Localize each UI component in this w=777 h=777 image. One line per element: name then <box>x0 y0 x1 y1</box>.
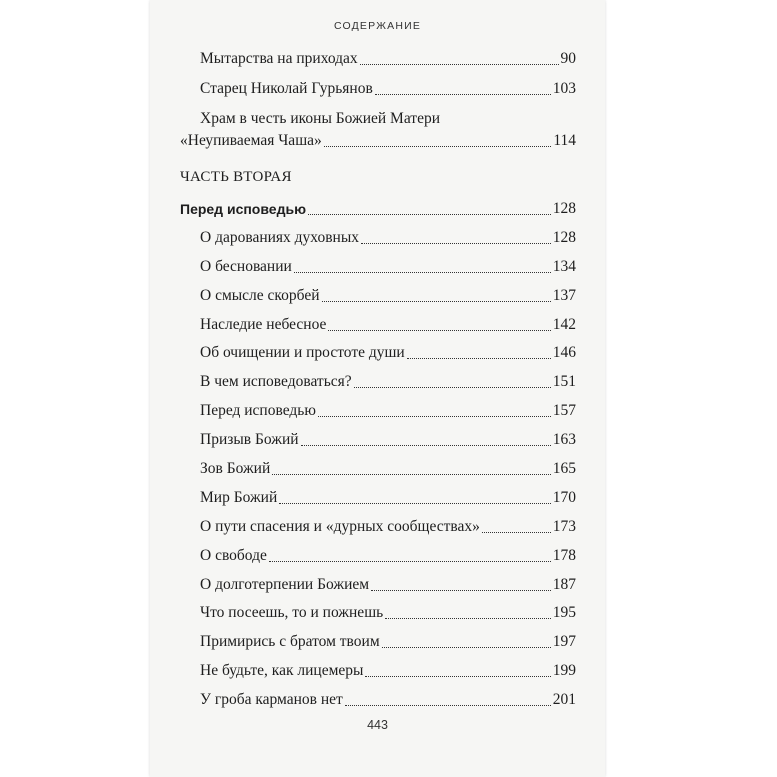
toc-entry-page: 128 <box>552 228 576 246</box>
toc-entry[interactable] <box>200 285 576 307</box>
table-of-contents <box>180 45 576 711</box>
leader-dots <box>371 590 551 591</box>
toc-entry-page: 157 <box>552 402 576 420</box>
toc-entry-title-line2: «Неупиваемая Чаша» <box>180 132 322 149</box>
toc-entry-title: О дарованиях духовных <box>200 228 359 246</box>
toc-entry[interactable] <box>200 545 576 567</box>
leader-dots <box>279 503 550 504</box>
leader-dots <box>365 676 550 677</box>
toc-entry-title: О бесновании <box>200 257 292 275</box>
leader-dots <box>385 618 551 619</box>
toc-entry-title: Зов Божий <box>200 460 271 478</box>
toc-entry[interactable] <box>200 342 576 364</box>
toc-entry-title: Что посеешь, то и пожнешь <box>200 604 384 622</box>
toc-entry-page: 197 <box>552 633 576 651</box>
toc-entry-title: Примирись с братом твоим <box>200 633 380 651</box>
toc-entry-page: 134 <box>552 257 576 275</box>
toc-subentries <box>180 220 576 711</box>
leader-dots <box>354 387 551 388</box>
leader-dots <box>382 647 551 648</box>
toc-entry[interactable] <box>200 660 576 682</box>
leader-dots <box>482 532 551 533</box>
toc-entry-page: 151 <box>552 373 576 391</box>
toc-entry-title: В чем исповедоваться? <box>200 373 352 391</box>
toc-section-title: Перед исповедью <box>180 201 307 217</box>
leader-dots <box>308 214 551 215</box>
toc-entry-title: Призыв Божий <box>200 431 299 449</box>
toc-entry-page: 201 <box>552 691 576 709</box>
toc-entry-page: 103 <box>552 80 576 97</box>
toc-entry[interactable] <box>200 429 576 451</box>
toc-entry[interactable] <box>200 314 576 336</box>
toc-entry-page: 128 <box>552 200 576 217</box>
toc-entry-title: Мытарства на приходах <box>200 50 358 67</box>
toc-entry-title: О свободе <box>200 546 267 564</box>
toc-entry-page: 195 <box>552 604 576 622</box>
toc-entry[interactable] <box>200 602 576 624</box>
toc-entry-page: 165 <box>552 460 576 478</box>
toc-entry-page: 173 <box>552 517 576 535</box>
toc-section-heading[interactable] <box>180 198 576 220</box>
leader-dots <box>294 272 551 273</box>
leader-dots <box>272 474 550 475</box>
toc-entry-page: 178 <box>552 546 576 564</box>
toc-entry-page: 199 <box>552 662 576 680</box>
toc-entry[interactable] <box>200 574 576 596</box>
toc-entry-title: Старец Николай Гурьянов <box>200 80 373 97</box>
toc-entry-page: 137 <box>552 286 576 304</box>
toc-entry-page: 163 <box>552 431 576 449</box>
toc-entry-title-line1: Храм в честь иконы Божией Матери <box>200 110 441 127</box>
toc-entry-page: 187 <box>552 575 576 593</box>
toc-entry-title: Перед исповедью <box>200 402 316 420</box>
toc-entry-title: Наследие небесное <box>200 315 327 333</box>
toc-entry-page: 90 <box>560 50 576 67</box>
toc-entry-title: Не будьте, как лицемеры <box>200 662 364 680</box>
toc-entry-title: О долготерпении Божием <box>200 575 370 593</box>
toc-entry[interactable] <box>200 78 576 100</box>
leader-dots <box>324 146 552 147</box>
leader-dots <box>269 561 551 562</box>
leader-dots <box>328 330 550 331</box>
running-head: СОДЕРЖАНИЕ <box>333 20 422 32</box>
toc-entry[interactable] <box>200 371 576 393</box>
toc-entry[interactable] <box>200 631 576 653</box>
toc-entry[interactable] <box>200 400 576 422</box>
leader-dots <box>318 416 551 417</box>
toc-entry-title: Об очищении и простоте души <box>200 344 405 362</box>
toc-entry-multiline[interactable] <box>180 108 576 152</box>
leader-dots <box>361 243 551 244</box>
toc-entry-title: О пути спасения и «дурных сообществах» <box>200 517 480 535</box>
leader-dots <box>375 94 551 95</box>
toc-entry-page: 170 <box>552 488 576 506</box>
toc-entry[interactable] <box>200 458 576 480</box>
toc-entry[interactable] <box>200 689 576 711</box>
toc-entry-page: 114 <box>553 132 576 149</box>
toc-entry[interactable] <box>200 516 576 538</box>
leader-dots <box>301 445 551 446</box>
leader-dots <box>407 358 551 359</box>
toc-entry[interactable] <box>200 256 576 278</box>
toc-entry-line2 <box>180 130 576 152</box>
toc-entry-page: 146 <box>552 344 576 362</box>
leader-dots <box>360 64 559 65</box>
leader-dots <box>345 705 551 706</box>
toc-entry-title: О смысле скорбей <box>200 286 320 304</box>
book-page <box>150 0 605 777</box>
toc-entry[interactable] <box>200 227 576 249</box>
part-heading: ЧАСТЬ ВТОРАЯ <box>180 169 292 185</box>
toc-entry-title: Мир Божий <box>200 488 278 506</box>
toc-entry-page: 142 <box>552 315 576 333</box>
toc-entry[interactable] <box>200 48 576 70</box>
toc-entry-title: У гроба карманов нет <box>200 691 343 709</box>
toc-entry[interactable] <box>200 487 576 509</box>
page-number: 443 <box>367 718 388 732</box>
leader-dots <box>322 301 551 302</box>
